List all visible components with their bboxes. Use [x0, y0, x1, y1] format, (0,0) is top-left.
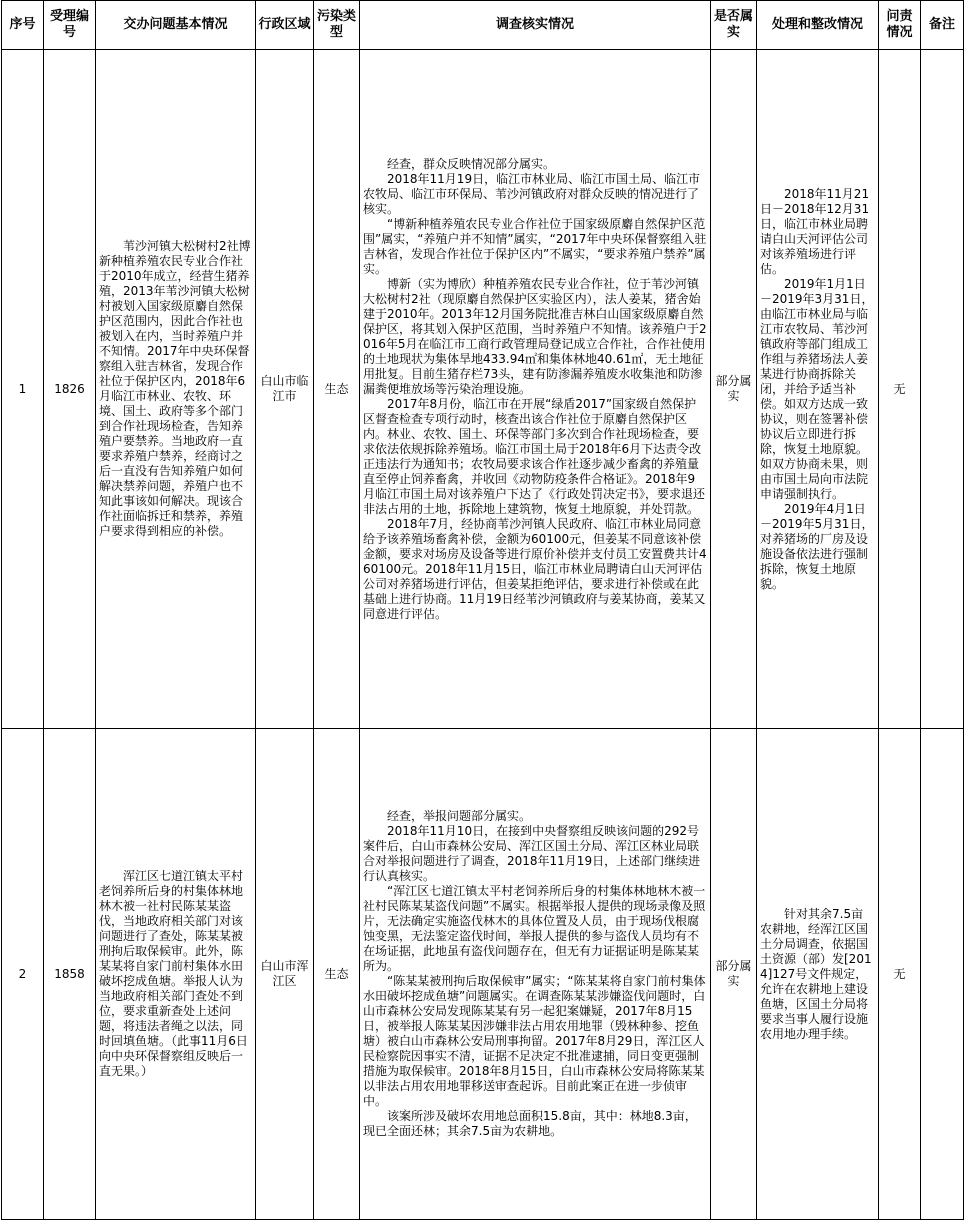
header-row — [2, 1, 964, 50]
cell-seq: 2 — [2, 729, 44, 1220]
cell-seq: 1 — [2, 50, 44, 729]
cell-case-no: 1858 — [44, 729, 96, 1220]
cell-remarks — [921, 729, 964, 1220]
issue-paragraph: 苇沙河镇大松树村2社博新种植养殖农民专业合作社于2010年成立，经营生猪养殖，2013年苇沙河镇大松树村被划入国家级原麝自然保护区范围内，因此合作社也被划入在内，当时养殖户并不知情。2017年中央环保督察组入驻吉林省，发现合作社位于保护区内，2018年6月临江市林业、农牧、环境、国土、政府等多个部门到合作社现场检查，告知养殖户要禁养。当地政府一直要求养殖户禁养，经商讨之后一直没有告知养殖户如何解决禁养问题，养殖户也不知此事该如何解决。现该合作社面临拆迁和禁养，养殖户要求得到相应的补偿。 — [99, 239, 251, 538]
header-issue: 交办问题基本情况 — [96, 1, 256, 50]
header-investigation: 调查核实情况 — [360, 1, 711, 50]
investigation-paragraph: 2017年8月份，临江市在开展“绿盾2017”国家级自然保护区督查检查专项行动时，核查出该合作社位于原麝自然保护区内。林业、农牧、国土、环保等部门多次到合作社现场检查，要求依法依规拆除养殖场。临江市国土局于2018年6月下达责令改正违法行为通知书；农牧局要求该合作社逐步减少畜禽的养殖量直至停止饲养畜禽，并收回《动物防疫条件合格证》。2018年9月临江市国土局对该养殖户下达了《行政处罚决定书》，要求退还非法占用的土地，拆除地上建筑物，恢复土地原貌，并处罚款。 — [363, 396, 706, 516]
cell-issue — [96, 729, 256, 1220]
investigation-paragraph: 经查，群众反映情况部分属实。 — [387, 156, 556, 171]
handling-paragraph: 2019年1月1日－2019年3月31日，由临江市林业局与临江市农牧局、苇沙河镇政府等部门组成工作组与养猪场法人姜某进行协商拆除关闭，并给予适当补偿。如双方达成一致协议，则在签署补偿协议后立即进行拆除，恢复土地原貌。如双方协商未果，则由市国土局向市法院申请强制执行。 — [760, 276, 874, 501]
cell-region: 白山市浑江区 — [256, 729, 314, 1220]
cell-pollution: 生态 — [314, 729, 360, 1220]
investigation-paragraph: 2018年7月，经协商苇沙河镇人民政府、临江市林业局同意给予该养殖场畜禽补偿，金额为60100元，但姜某不同意该补偿金额，要求对场房及设备等进行原价补偿并支付员工安置费共计460100元。2018年11月15日，临江市林业局聘请白山天河评估公司对养猪场进行评估，但姜某拒绝评估，要求进行补偿或在此基础上进行协商。11月19日经苇沙河镇政府与姜某协商，姜某又同意进行评估。 — [363, 516, 707, 621]
investigation-paragraph: 博新（实为博欣）种植养殖农民专业合作社，位于苇沙河镇大松树村2社（现原麝自然保护区实验区内），法人姜某，猪舍始建于2010年。2013年12月国务院批准吉林白山国家级原麝自然保护区，将其划入保护区范围，当时养殖户不知情。该养殖户于2016年5月在临江市工商行政管理局登记成立合作社，合作社使用的土地现状为集体旱地433.94㎡和集体林地40.61㎡，无土地征用批复。目前生猪存栏73头，建有防渗漏养殖废水收集池和防渗漏粪便堆放场等污染治理设施。 — [363, 276, 707, 396]
cell-investigation — [360, 729, 711, 1220]
handling-paragraph: 针对其余7.5亩农耕地，经浑江区国土分局调查，依据国土资源（部）发[2014]127号文件规定，允许在农耕地上建设鱼塘，区国土分局将要求当事人履行设施农用地办理手续。 — [760, 906, 872, 1041]
cell-issue — [96, 50, 256, 729]
header-case-no: 受理编号 — [44, 1, 96, 50]
cell-region: 白山市临江市 — [256, 50, 314, 729]
cell-accountability: 无 — [879, 50, 921, 729]
header-verified: 是否属实 — [711, 1, 757, 50]
cell-handling — [757, 729, 879, 1220]
cell-case-no: 1826 — [44, 50, 96, 729]
cell-accountability: 无 — [879, 729, 921, 1220]
case-table — [1, 0, 964, 1220]
table-row — [2, 50, 964, 729]
investigation-paragraph: “博新种植养殖农民专业合作社位于国家级原麝自然保护区范围”属实，“养殖户并不知情”属实，“2017年中央环保督察组入驻吉林省，发现合作社位于保护区内”不属实，“要求养殖户禁养”属实。 — [363, 216, 707, 276]
investigation-paragraph: 该案所涉及破坏农用地总面积15.8亩，其中：林地8.3亩，现已全面还林；其余7.5亩为农耕地。 — [363, 1109, 697, 1138]
header-handling: 处理和整改情况 — [757, 1, 879, 50]
cell-pollution: 生态 — [314, 50, 360, 729]
header-pollution: 污染类型 — [314, 1, 360, 50]
table-row — [2, 729, 964, 1220]
cell-remarks — [921, 50, 964, 729]
investigation-paragraph: 2018年11月19日，临江市林业局、临江市国土局、临江市农牧局、临江市环保局、苇沙河镇政府对群众反映的情况进行了核实。 — [363, 171, 701, 216]
investigation-paragraph: 2018年11月10日，在接到中央督察组反映该问题的292号案件后，白山市森林公安局、浑江区国土分局、浑江区林业局联合对举报问题进行了调查，2018年11月19日，上述部门继续进行认真核实。 — [363, 824, 701, 883]
header-accountability: 问责情况 — [879, 1, 921, 50]
header-seq: 序号 — [2, 1, 44, 50]
cell-verified: 部分属实 — [711, 50, 757, 729]
handling-paragraph: 2018年11月21日－2018年12月31日，临江市林业局聘请白山天河评估公司对该养殖场进行评估。 — [760, 186, 870, 276]
investigation-paragraph: 经查，举报问题部分属实。 — [387, 809, 532, 823]
header-region: 行政区域 — [256, 1, 314, 50]
header-remarks: 备注 — [921, 1, 964, 50]
investigation-paragraph: “浑江区七道江镇太平村老饲养所后身的村集体林地林木被一社村民陈某某盗伐问题”不属实。根据举报人提供的现场录像及照片，无法确定实施盗伐林木的具体位置及人员，由于现场伐根腐蚀变黑，无法鉴定盗伐时间，举报人提供的参与盗伐人员均有不在场证据，此地虽有盗伐问题存在，但无有力证据证明是陈某某所为。 — [363, 884, 706, 973]
cell-verified: 部分属实 — [711, 729, 757, 1220]
cell-handling — [757, 50, 879, 729]
issue-paragraph: 浑江区七道江镇太平村老饲养所后身的村集体林地林木被一社村民陈某某盗伐，当地政府相关部门对该问题进行了查处，陈某某被刑拘后取保候审。此外，陈某某将自家门前村集体水田破坏挖成鱼塘。举报人认为当地政府相关部门查处不到位，要求重新查处上述问题，将违法者绳之以法，同时回填鱼塘。（此事11月6日向中央环保督察组反映后一直无果。） — [99, 869, 248, 1078]
investigation-paragraph: “陈某某被刑拘后取保候审”属实；“陈某某将自家门前村集体水田破坏挖成鱼塘”问题属实。在调查陈某某涉嫌盗伐问题时，白山市森林公安局发现陈某某有另一起犯案嫌疑，2017年8月15日，被举报人陈某某因涉嫌非法占用农用地罪（毁林种参、挖鱼塘）被白山市森林公安局刑事拘留。2017年8月29日，浑江区人民检察院因事实不清，证据不足决定不批准逮捕，同日变更强制措施为取保候审。2018年8月15日，白山市森林公安局将陈某某以非法占用农用地罪移送审查起诉。目前此案正在进一步侦审中。 — [363, 974, 706, 1108]
handling-paragraph: 2019年4月1日－2019年5月31日，对养猪场的厂房及设施设备依法进行强制拆除，恢复土地原貌。 — [760, 501, 874, 591]
cell-investigation — [360, 50, 711, 729]
